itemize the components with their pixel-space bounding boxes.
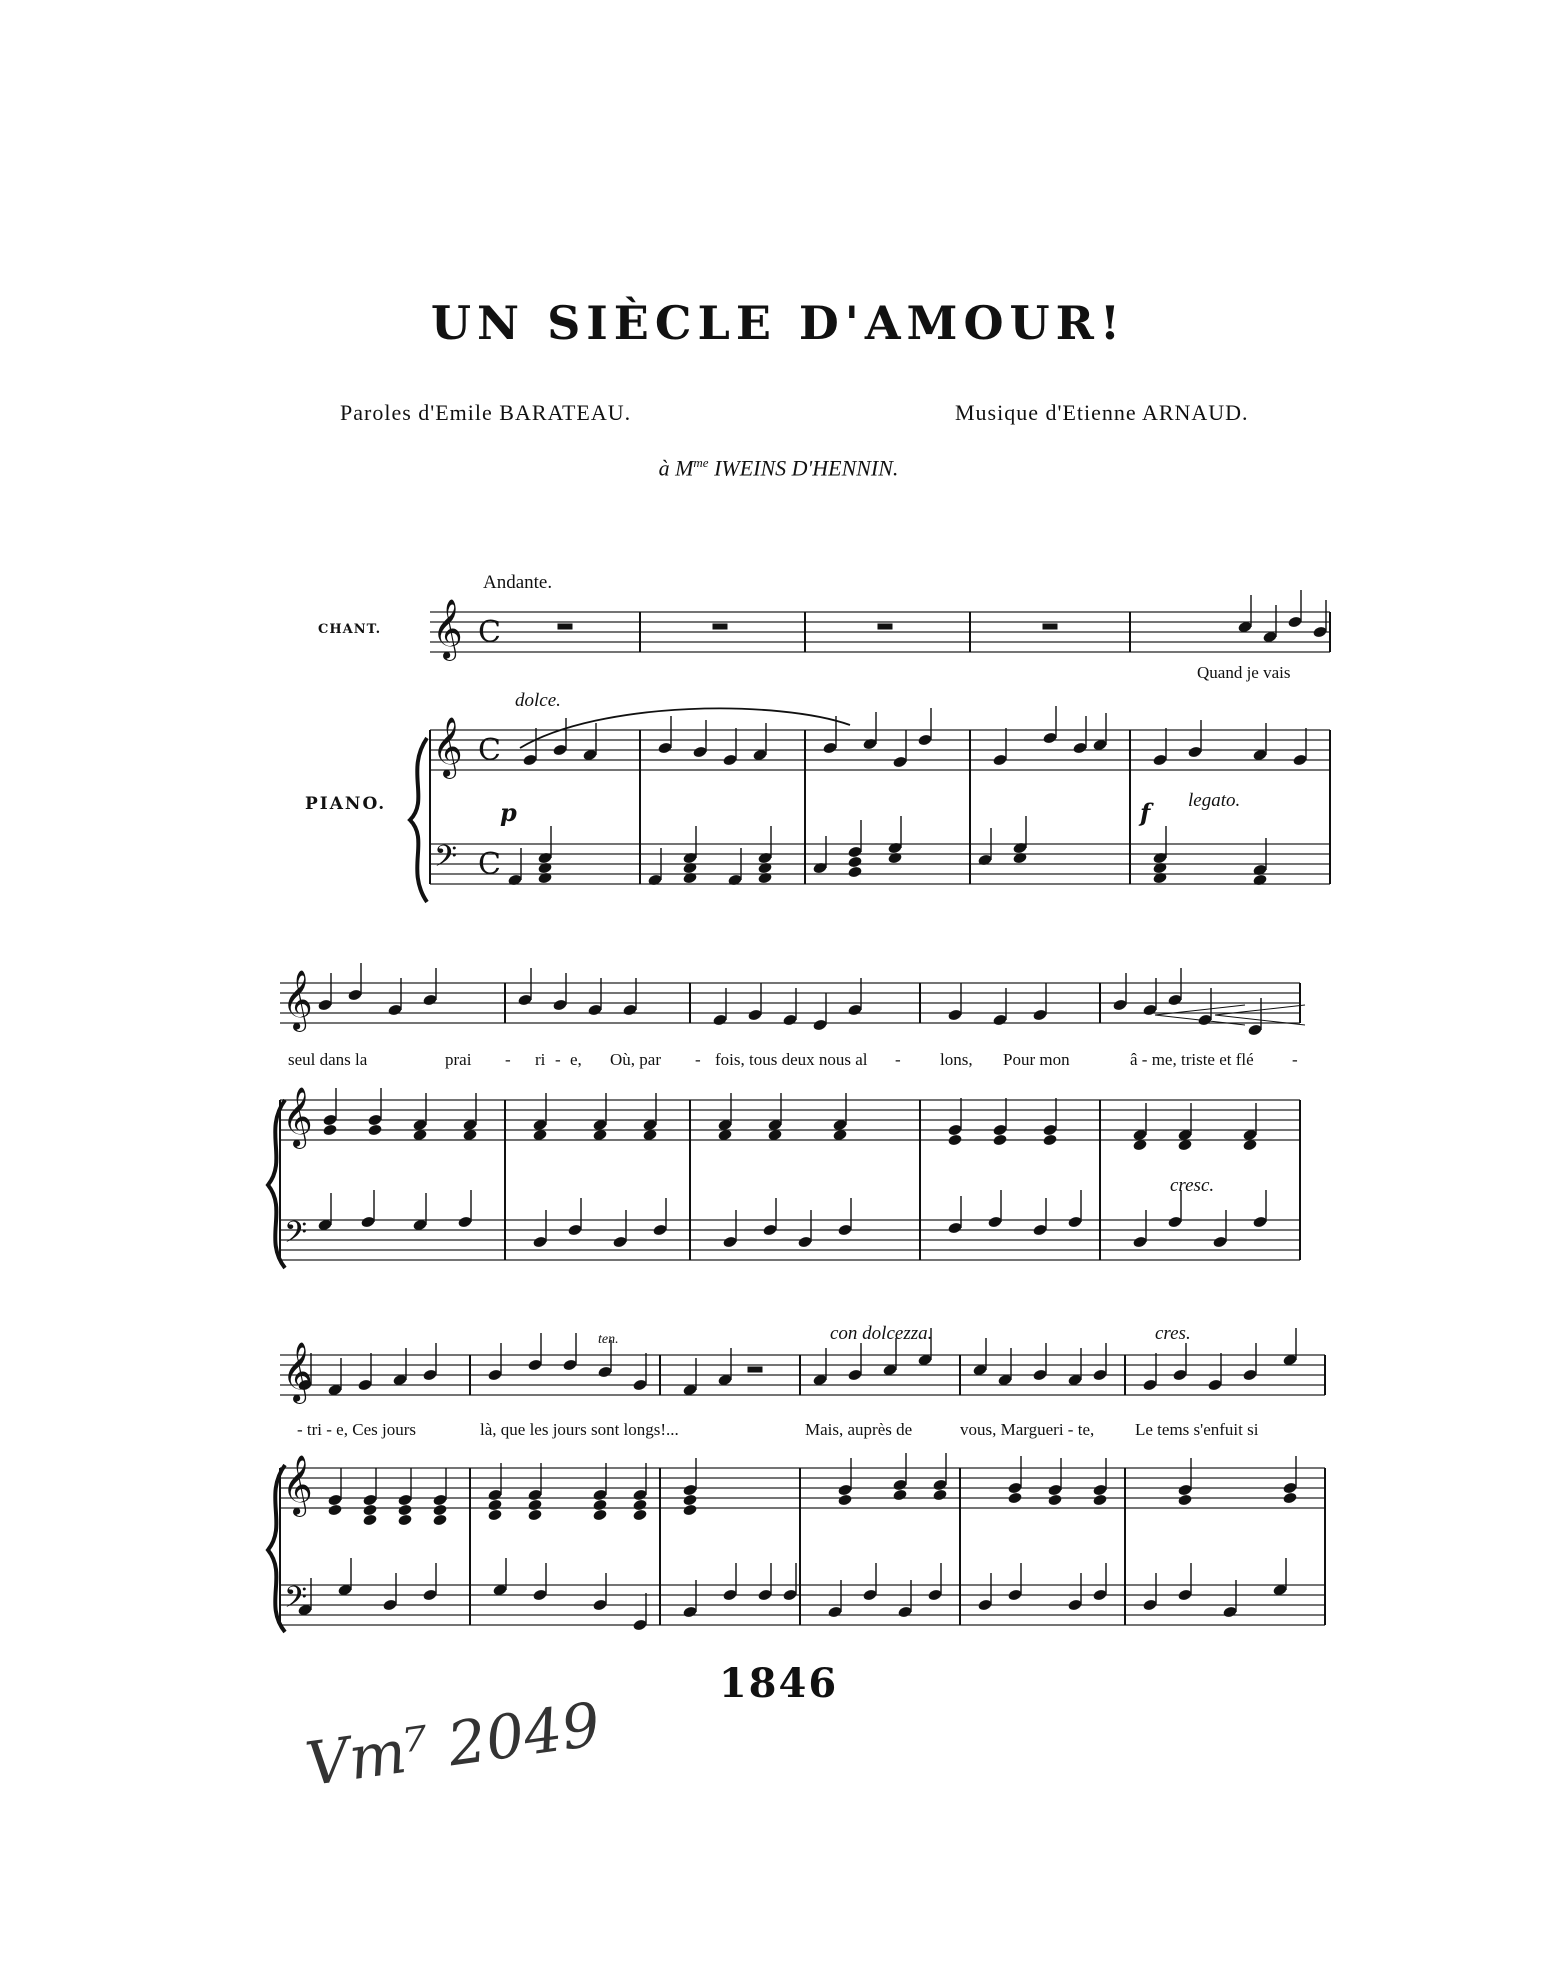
con-dolcezza-marking: con dolcezza. <box>830 1323 933 1344</box>
chord-note <box>592 1508 607 1521</box>
chord-note <box>527 1498 542 1511</box>
lyric-s2-12: Pour mon <box>1003 1050 1070 1069</box>
lyric-s2-8: - <box>695 1050 701 1069</box>
chord-note <box>1042 1133 1057 1146</box>
lyric-s2-9: fois, tous deux nous al <box>715 1050 868 1069</box>
lyric-s2-14: - <box>1292 1050 1298 1069</box>
lyric-s3-4: vous, Margueri - te, <box>960 1420 1095 1439</box>
treble-clef: 𝄞 <box>432 717 463 777</box>
rest <box>1043 624 1057 629</box>
lyric-s2-6: e, <box>570 1050 582 1069</box>
chord-note <box>362 1503 377 1516</box>
treble-clef: 𝄞 <box>282 1342 313 1402</box>
tempo-marking: Andante. <box>483 572 553 593</box>
dedication-sup: me <box>693 455 709 470</box>
chord-note <box>992 1133 1007 1146</box>
time-signature: C <box>478 847 501 882</box>
treble-clef: 𝄞 <box>282 1455 313 1515</box>
lyric-s3-3: Mais, auprès de <box>805 1420 913 1439</box>
chord-note <box>432 1503 447 1516</box>
cresc-hairpin-2 <box>1215 1005 1305 1025</box>
rest <box>748 1367 762 1372</box>
treble-clef: 𝄞 <box>432 599 463 659</box>
chord-note <box>947 1133 962 1146</box>
lyric-s2-4: ri <box>535 1050 546 1069</box>
chord-note <box>367 1123 382 1136</box>
chord-note <box>397 1513 412 1526</box>
library-shelfmark-handwritten: Vm⁷ 2049 <box>301 1689 605 1801</box>
chord-note <box>932 1488 947 1501</box>
time-signature: C <box>478 615 501 650</box>
composer-credit: Musique d'Etienne ARNAUD. <box>955 400 1249 425</box>
voice-label: CHANT. <box>318 622 382 637</box>
lyric-s2-11: lons, <box>940 1050 973 1069</box>
cres-marking: cres. <box>1155 1323 1191 1344</box>
legato-marking: legato. <box>1188 790 1241 811</box>
chord-note <box>837 1493 852 1506</box>
cresc-marking: cresc. <box>1170 1175 1215 1196</box>
bass-clef: 𝄢 <box>434 840 458 881</box>
bass-clef: 𝄢 <box>284 1216 308 1257</box>
chord-note <box>847 855 862 868</box>
dolce-marking: dolce. <box>515 690 561 711</box>
chord-note <box>1282 1491 1297 1504</box>
treble-clef: 𝄞 <box>282 1087 313 1147</box>
lyrics-system1: Quand je vais <box>1197 663 1291 682</box>
lyric-s2-13: â - me, triste et flé <box>1130 1050 1254 1069</box>
chord-note <box>632 1508 647 1521</box>
lyric-s2-7: Où, par <box>610 1050 661 1069</box>
rest <box>878 624 892 629</box>
chord-note <box>682 1503 697 1516</box>
piano-brace-1 <box>410 738 427 902</box>
lyric-s2-3: - <box>505 1050 511 1069</box>
chord-note <box>632 1498 647 1511</box>
phrase-slur <box>520 708 850 748</box>
lyric-s3-1: - tri - e, Ces jours <box>297 1420 416 1439</box>
time-signature: C <box>478 733 501 768</box>
chord-note <box>892 1488 907 1501</box>
chord-note <box>1092 1493 1107 1506</box>
dynamic-p: p <box>500 798 517 827</box>
chord-note <box>847 865 862 878</box>
lyric-s2-2: prai <box>445 1050 472 1069</box>
chord-note <box>1177 1493 1192 1506</box>
rest <box>713 624 727 629</box>
chord-note <box>322 1123 337 1136</box>
tenuto-marking: ten. <box>598 1332 619 1347</box>
lyric-s3-5: Le tems s'enfuit si <box>1135 1420 1259 1439</box>
publication-year: 1846 <box>718 1660 839 1707</box>
dynamic-f: f <box>1140 798 1151 827</box>
chord-note <box>432 1513 447 1526</box>
dedication-prefix: à M <box>658 455 694 481</box>
song-title: UN SIÈCLE D'AMOUR! <box>430 296 1127 350</box>
lyric-s2-5: - <box>555 1050 561 1069</box>
chord-note <box>362 1513 377 1526</box>
bass-clef: 𝄢 <box>284 1581 308 1622</box>
chord-note <box>1007 1491 1022 1504</box>
lyric-s2-10: - <box>895 1050 901 1069</box>
chord-note <box>487 1498 502 1511</box>
chord-note <box>592 1498 607 1511</box>
chord-note <box>527 1508 542 1521</box>
chord-note <box>397 1503 412 1516</box>
lyric-s3-2: là, que les jours sont longs!... <box>480 1420 679 1439</box>
chord-note <box>327 1503 342 1516</box>
lyric-s2-1: seul dans la <box>288 1050 368 1069</box>
piano-label: PIANO. <box>305 794 387 814</box>
rest <box>558 624 572 629</box>
lyricist-credit: Paroles d'Emile BARATEAU. <box>340 400 632 425</box>
chord-note <box>487 1508 502 1521</box>
chord-note <box>1047 1493 1062 1506</box>
dedication-name: IWEINS D'HENNIN. <box>714 455 899 481</box>
treble-clef: 𝄞 <box>282 970 313 1030</box>
chord-note <box>682 1493 697 1506</box>
